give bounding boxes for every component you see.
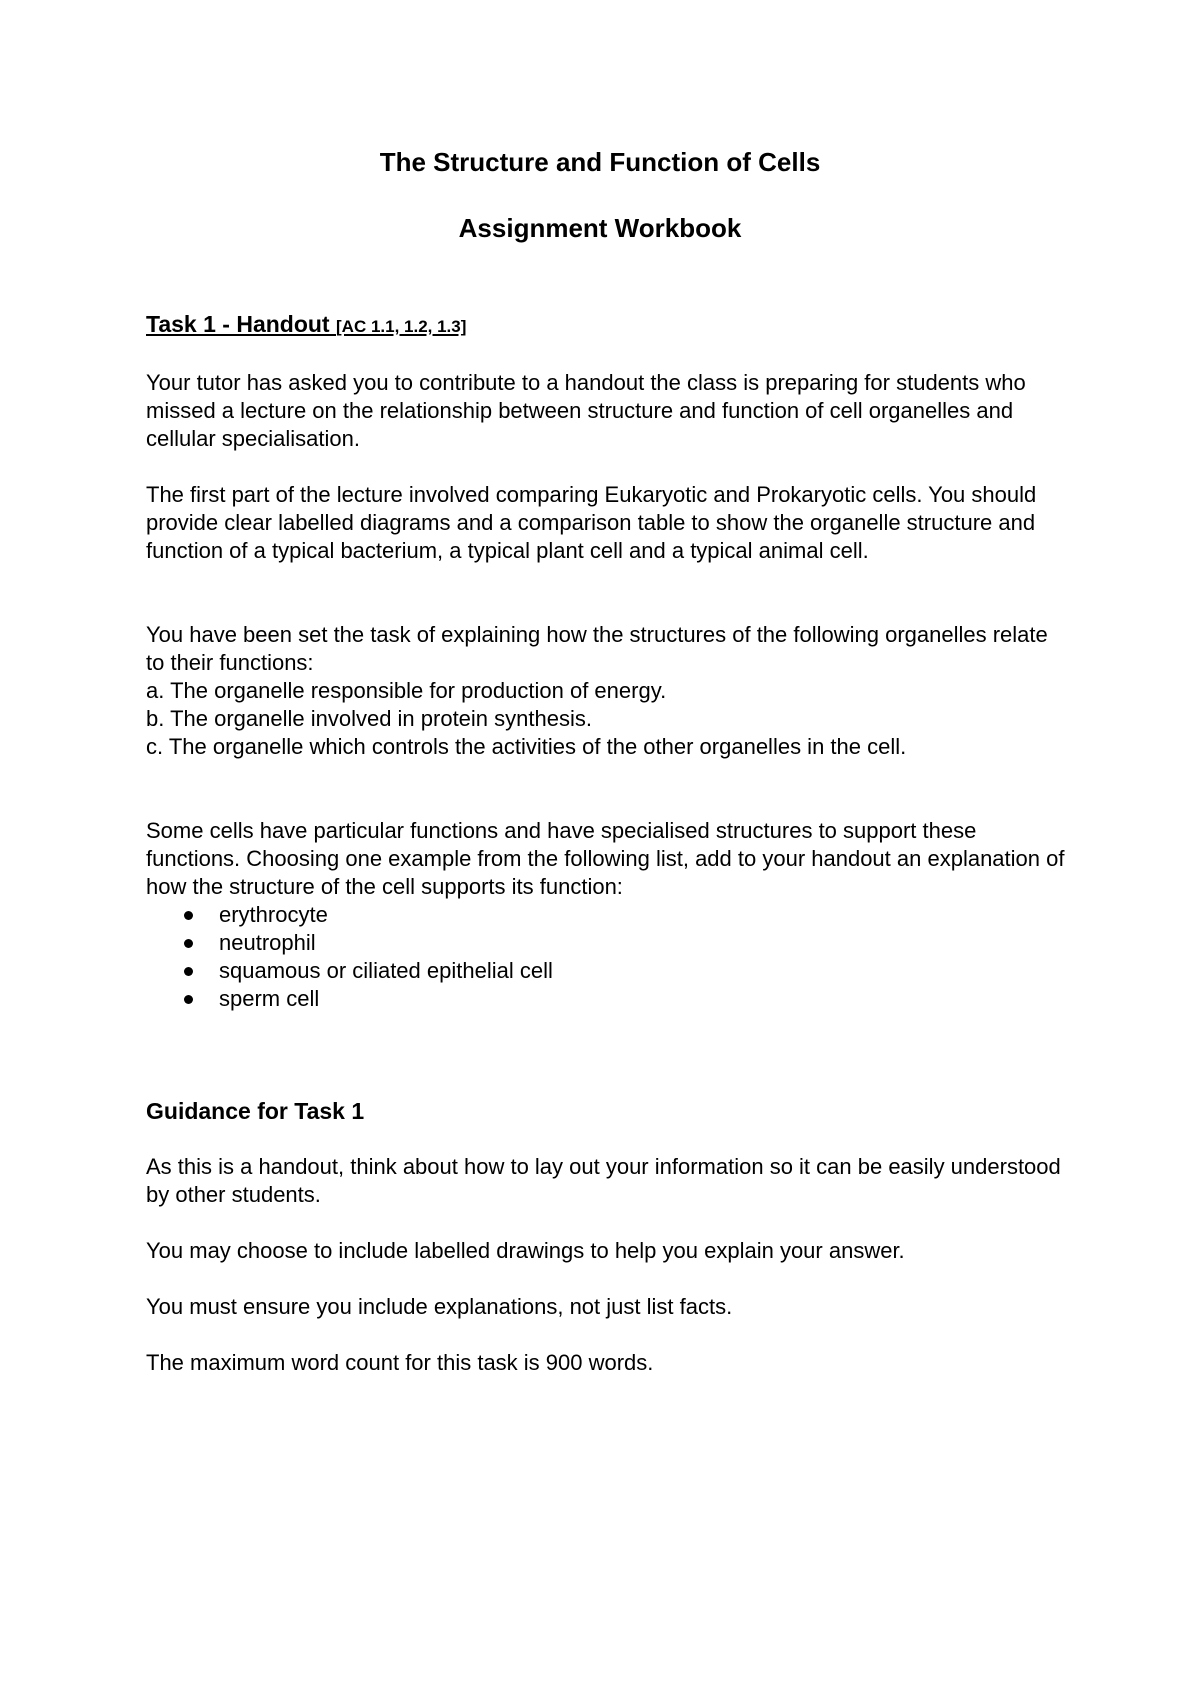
- task-1-organelles-paragraph: You have been set the task of explaining how the structures of the following organelles relate to their functions:: [146, 622, 1048, 675]
- guidance-heading: Guidance for Task 1: [146, 1098, 365, 1124]
- cell-example-list: [146, 901, 1066, 1013]
- document-subtitle: Assignment Workbook: [458, 213, 742, 243]
- document-body: [146, 310, 1066, 1377]
- guidance-paragraph: As this is a handout, think about how to lay out your information so it can be easily understood by other students.: [146, 1154, 1061, 1207]
- guidance-paragraph: The maximum word count for this task is 900 words.: [146, 1350, 654, 1375]
- guidance-paragraph: You must ensure you include explanations, not just list facts.: [146, 1294, 733, 1319]
- organelle-item: a. The organelle responsible for production of energy.: [146, 678, 667, 703]
- organelle-item: b. The organelle involved in protein synthesis.: [146, 706, 592, 731]
- cell-example-item: sperm cell: [146, 985, 1066, 1013]
- organelle-list: [146, 677, 1066, 761]
- task-1-specialised-paragraph: Some cells have particular functions and have specialised structures to support these functions. Choosing one example from the following list, add to your handout an explanation of how the structure of the cell supports its function:: [146, 818, 1065, 899]
- cell-example-item: squamous or ciliated epithelial cell: [146, 957, 1066, 985]
- bullet-icon: [184, 995, 193, 1004]
- task-1-intro-paragraph: Your tutor has asked you to contribute to a handout the class is preparing for students who missed a lecture on the relationship between structure and function of cell organelles and cellular specialisation.: [146, 370, 1026, 451]
- organelle-item: c. The organelle which controls the activities of the other organelles in the cell.: [146, 734, 907, 759]
- cell-example-item: neutrophil: [146, 929, 1066, 957]
- cell-example-item: erythrocyte: [146, 901, 1066, 929]
- document-title: The Structure and Function of Cells: [379, 147, 821, 177]
- task-1-comparison-paragraph: The first part of the lecture involved comparing Eukaryotic and Prokaryotic cells. You should provide clear labelled diagrams and a comparison table to show the organelle structure and function of a typical bacterium, a typical plant cell and a typical animal cell.: [146, 482, 1037, 563]
- bullet-icon: [184, 911, 193, 920]
- task-1-heading: [146, 310, 1066, 341]
- bullet-icon: [184, 939, 193, 948]
- task-1-heading-text: Task 1 - Handout: [146, 311, 336, 337]
- bullet-icon: [184, 967, 193, 976]
- assessment-criteria-ref: [AC 1.1, 1.2, 1.3]: [336, 317, 467, 336]
- guidance-paragraph: You may choose to include labelled drawings to help you explain your answer.: [146, 1238, 905, 1263]
